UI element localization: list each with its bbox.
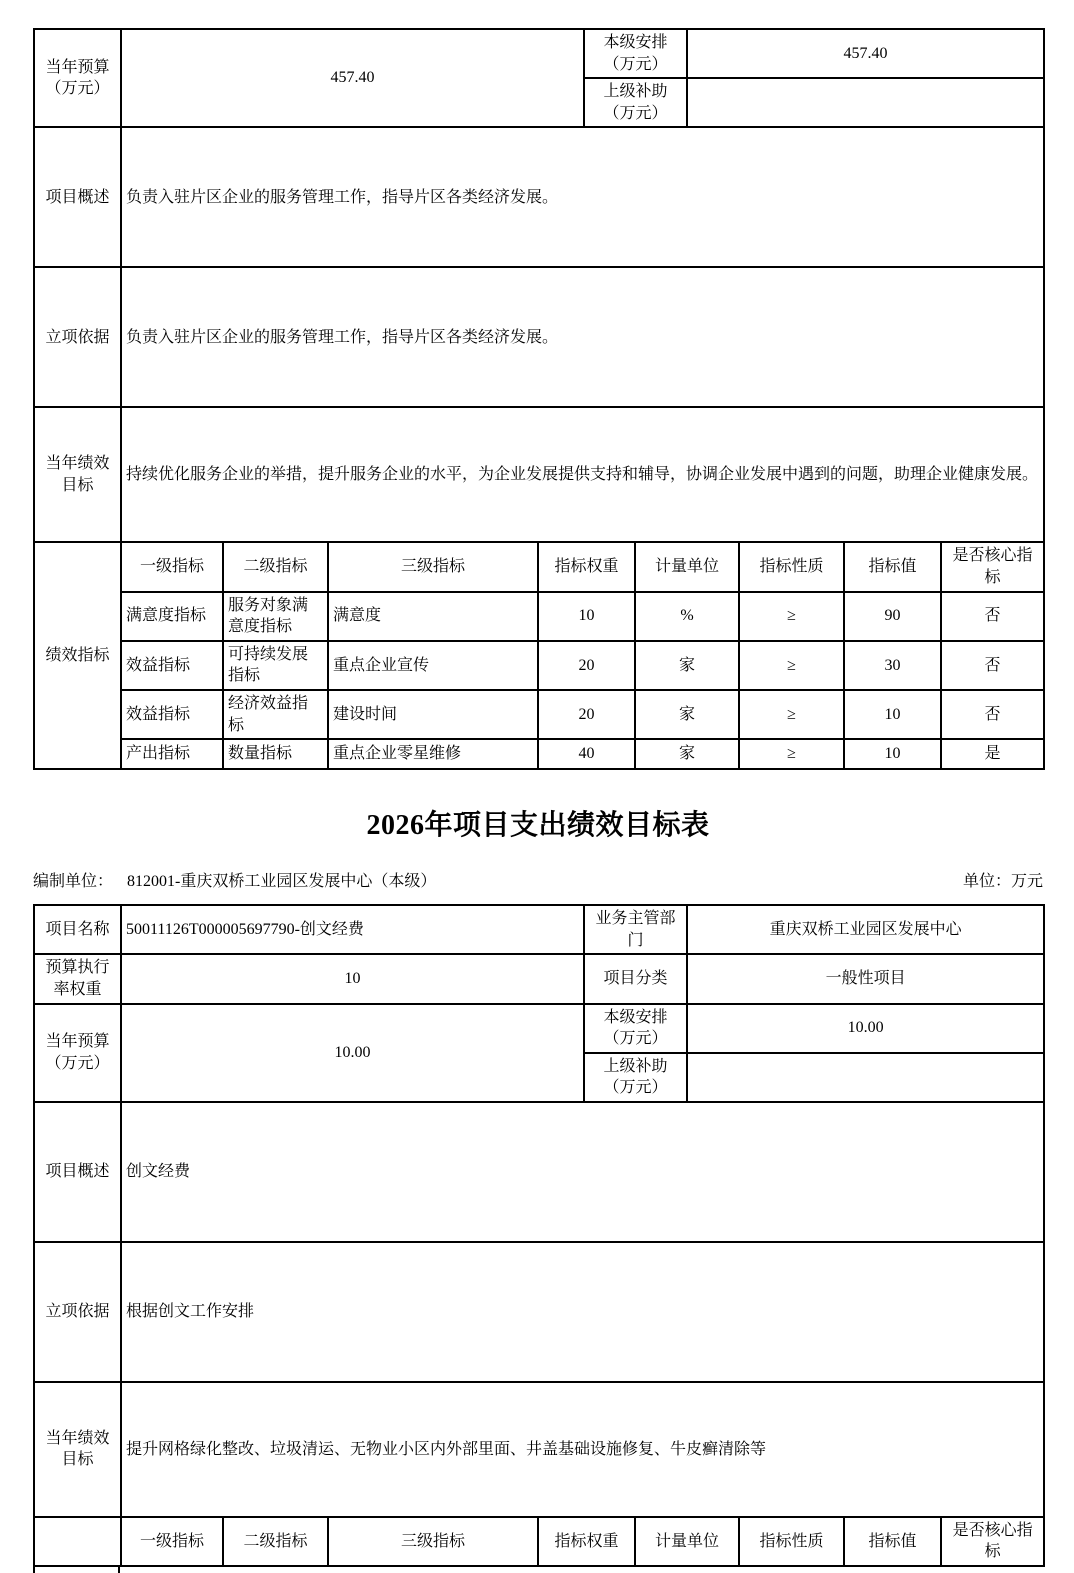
col-header-value: 指标值 (844, 542, 941, 591)
indicator-nature: ≥ (739, 690, 844, 739)
annual-budget-value: 10.00 (121, 1004, 584, 1102)
upper-subsidy-label: 上级补助（万元） (584, 78, 687, 127)
indicator-unit: 家 (635, 641, 739, 690)
category-label: 项目分类 (584, 954, 687, 1003)
annual-goal-text: 持续优化服务企业的举措，提升服务企业的水平，为企业发展提供支持和辅导，协调企业发展中遇到的问题，助理企业健康发展。 (121, 407, 1044, 542)
upper-subsidy-value (687, 1053, 1044, 1102)
basis-text: 根据创文工作安排 (121, 1242, 1044, 1382)
annual-goal-label: 当年绩效目标 (34, 1382, 121, 1517)
indicator-l2: 数量指标 (223, 739, 328, 769)
overview-label: 项目概述 (34, 1102, 121, 1242)
annual-budget-label: 当年预算（万元） (34, 29, 121, 127)
org-value: 812001-重庆双桥工业园区发展中心（本级） (127, 873, 437, 891)
dept-value: 重庆双桥工业园区发展中心 (687, 905, 1044, 954)
indicator-l1: 效益指标 (121, 690, 223, 739)
local-arrange-label: 本级安排（万元） (584, 29, 687, 78)
indicator-value: 30 (844, 641, 941, 690)
indicator-value: 10 (844, 739, 941, 769)
indicator-weight: 10 (538, 592, 635, 641)
col-header-l3: 三级指标 (328, 542, 538, 591)
indicator-l3: 满意度 (328, 592, 538, 641)
indicator-l2: 经济效益指标 (223, 690, 328, 739)
local-arrange-value: 457.40 (687, 29, 1044, 78)
indicator-nature: ≥ (739, 592, 844, 641)
category-value: 一般性项目 (687, 954, 1044, 1003)
basis-text: 负责入驻片区企业的服务管理工作，指导片区各类经济发展。 (121, 267, 1044, 407)
unit-note: 单位：万元 (962, 873, 1043, 891)
annual-budget-value: 457.40 (121, 29, 584, 127)
indicator-l2: 服务对象满意度指标 (223, 592, 328, 641)
col-header-l3: 三级指标 (328, 1517, 538, 1566)
indicator-row (34, 739, 1044, 769)
indicator-weight: 20 (538, 641, 635, 690)
indicator-core: 否 (941, 592, 1044, 641)
basis-label: 立项依据 (34, 1242, 121, 1382)
project-name-value: 50011126T000005697790-创文经费 (121, 905, 584, 954)
col-header-unit: 计量单位 (635, 1517, 739, 1566)
col-header-unit: 计量单位 (635, 542, 739, 591)
indicator-l3: 重点企业宣传 (328, 641, 538, 690)
org-label: 编制单位： (33, 873, 114, 891)
org-line (33, 868, 1043, 891)
indicator-weight: 40 (538, 739, 635, 769)
indicator-core: 是 (941, 739, 1044, 769)
indicator-l1: 满意度指标 (121, 592, 223, 641)
indicator-unit: 家 (635, 690, 739, 739)
indicator-l2: 可持续发展指标 (223, 641, 328, 690)
perf-indicator-label: 绩效指标 (34, 542, 121, 769)
indicator-unit: 家 (635, 739, 739, 769)
page-cut-column-stub (33, 1567, 120, 1573)
col-header-l2: 二级指标 (223, 1517, 328, 1566)
col-header-core: 是否核心指标 (941, 1517, 1044, 1566)
indicator-l3: 重点企业零星维修 (328, 739, 538, 769)
exec-rate-weight-label: 预算执行率权重 (34, 954, 121, 1003)
indicator-row (34, 592, 1044, 641)
project-name-label: 项目名称 (34, 905, 121, 954)
col-header-nature: 指标性质 (739, 1517, 844, 1566)
upper-subsidy-label: 上级补助（万元） (584, 1053, 687, 1102)
exec-rate-weight-value: 10 (121, 954, 584, 1003)
indicator-l1: 效益指标 (121, 641, 223, 690)
indicator-l1: 产出指标 (121, 739, 223, 769)
indicator-l3: 建设时间 (328, 690, 538, 739)
indicator-core: 否 (941, 690, 1044, 739)
indicator-core: 否 (941, 641, 1044, 690)
annual-goal-text: 提升网格绿化整改、垃圾清运、无物业小区内外部里面、井盖基础设施修复、牛皮癣清除等 (121, 1382, 1044, 1517)
overview-text: 创文经费 (121, 1102, 1044, 1242)
basis-label: 立项依据 (34, 267, 121, 407)
indicator-row (34, 690, 1044, 739)
performance-table-2 (33, 904, 1045, 1567)
indicator-nature: ≥ (739, 641, 844, 690)
indicator-row (34, 641, 1044, 690)
col-header-nature: 指标性质 (739, 542, 844, 591)
perf-indicator-label-cut (34, 1517, 121, 1566)
indicator-unit: % (635, 592, 739, 641)
col-header-value: 指标值 (844, 1517, 941, 1566)
performance-table-1 (33, 28, 1045, 770)
local-arrange-label: 本级安排（万元） (584, 1004, 687, 1053)
col-header-weight: 指标权重 (538, 542, 635, 591)
col-header-l1: 一级指标 (121, 1517, 223, 1566)
dept-label: 业务主管部门 (584, 905, 687, 954)
col-header-core: 是否核心指标 (941, 542, 1044, 591)
indicator-value: 90 (844, 592, 941, 641)
upper-subsidy-value (687, 78, 1044, 127)
annual-goal-label: 当年绩效目标 (34, 407, 121, 542)
col-header-weight: 指标权重 (538, 1517, 635, 1566)
indicator-nature: ≥ (739, 739, 844, 769)
indicator-weight: 20 (538, 690, 635, 739)
annual-budget-label: 当年预算（万元） (34, 1004, 121, 1102)
local-arrange-value: 10.00 (687, 1004, 1044, 1053)
col-header-l1: 一级指标 (121, 542, 223, 591)
overview-text: 负责入驻片区企业的服务管理工作，指导片区各类经济发展。 (121, 127, 1044, 267)
col-header-l2: 二级指标 (223, 542, 328, 591)
overview-label: 项目概述 (34, 127, 121, 267)
page-title: 2026年项目支出绩效目标表 (366, 810, 710, 842)
indicator-value: 10 (844, 690, 941, 739)
